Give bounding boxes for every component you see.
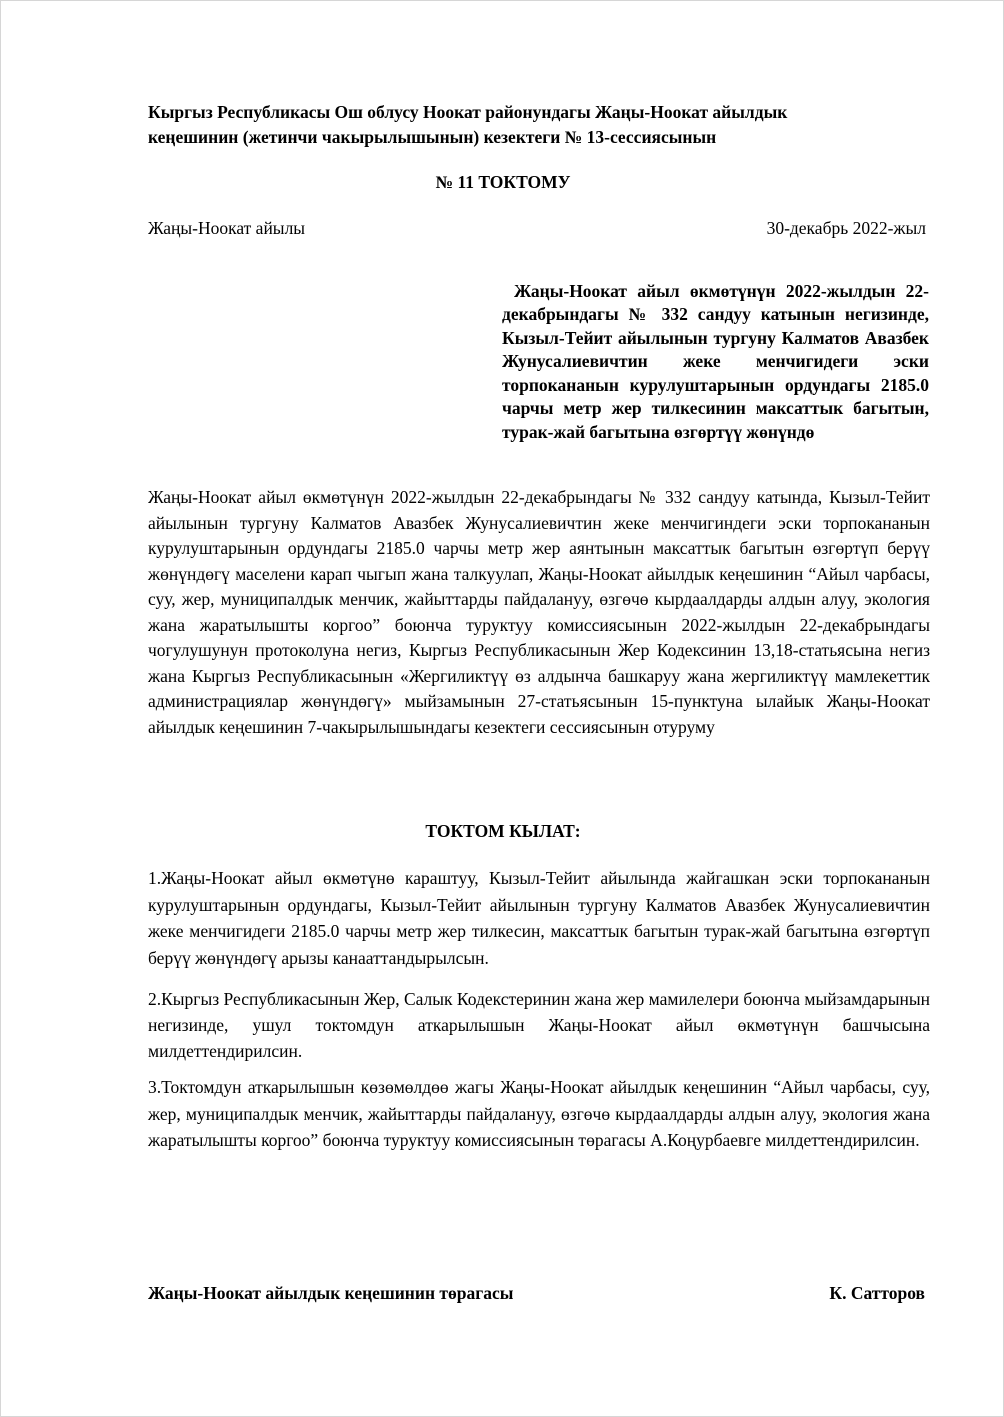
header-line-2: кеңешинин (жетинчи чакырылышынын) кезектеги № 13-сессиясынын [148, 127, 717, 147]
document-date: 30-декабрь 2022-жыл [766, 218, 926, 238]
point-2: 2.Кыргыз Республикасынын Жер, Салык Кодекстеринин жана жер мамилелери боюнча мыйзамдарынын негизинде, ушул токтомдун аткарылышын Жаңы-Ноокат айыл өкмөтүнүн башчысына милдеттендирилсин. [148, 989, 930, 1061]
signatory-title: Жаңы-Ноокат айылдык кеңешинин төрагасы [148, 1283, 514, 1303]
decision-subject [502, 280, 929, 445]
signatory-name: К. Сатторов [829, 1283, 925, 1303]
decision-number: № 11 ТОКТОМУ [435, 172, 571, 192]
place-name: Жаңы-Ноокат айылы [148, 218, 306, 238]
resolve-heading: ТОКТОМ КЫЛАТ: [425, 821, 581, 841]
point-3: 3.Токтомдун аткарылышын көзөмөлдөө жагы Жаңы-Ноокат айылдык кеңешинин “Айыл чарбасы, суу, жер, муниципалдык менчик, жайыттарды пайдалануу, өзгөчө кырдаалдарды алдын алуу, экология жана жаратылышты коргоо” боюнча туруктуу комиссиясынын төрагасы А.Коңурбаевге милдеттендирилсин. [148, 1077, 930, 1150]
header-line-1: Кыргыз Республикасы Ош облусу Ноокат районундагы Жаңы-Ноокат айылдык [148, 102, 788, 122]
decision-subject-text: Жаңы-Ноокат айыл өкмөтүнүн 2022-жылдын 22-декабрындагы № 332 сандуу катынын негизинде, Кызыл-Тейит айылынын тургуну Калматов Авазбек Жунусалиевичтин жеке менчигидеги эски торпокананын курулуштарынын ордундагы 2185.0 чарчы метр жер тилкесинин максаттык багытын, турак-жай багытына өзгөртүү жөнүндө [502, 280, 929, 442]
preamble-paragraph: Жаңы-Ноокат айыл өкмөтүнүн 2022-жылдын 22-декабрындагы № 332 сандуу катында, Кызыл-Тейит айылынын тургуну Калматов Авазбек Жунусалиевичтин жеке менчигиндеги эски торпокананын курулуштарынын ордундагы 2185.0 чарчы метр жер аянтынын максаттык багытын өзгөртүп берүү жөнүндөгү маселени карап чыгып жана талкуулап, Жаңы-Ноокат айылдык кеңешинин “Айыл чарбасы, суу, жер, муниципалдык менчик, жайыттарды пайдалануу, өзгөчө кырдаалдарды алдын алуу, экология жана жаратылышты коргоо” боюнча туруктуу комиссиясынын 2022-жылдын 22-декабрындагы чогулушунун протоколуна негиз, Кыргыз Республикасынын Жер Кодексинин 13,18-статьясына негиз жана Кыргыз Республикасынын «Жергиликтүү өз алдынча башкаруу жана жергиликтүү мамлекеттик администрациялар жөнүндөгү» мыйзамынын 27-статьясынын 15-пунктуна ылайык Жаңы-Ноокат айылдык кеңешинин 7-чакырылышындагы кезектеги сессиясынын отуруму [148, 487, 930, 737]
point-1: 1.Жаңы-Ноокат айыл өкмөтүнө караштуу, Кызыл-Тейит айылында жайгашкан эски торпокананын курулуштарынын ордундагы, Кызыл-Тейит айылынын тургуну Калматов Авазбек Жунусалиевичтин жеке менчигидеги 2185.0 чарчы метр жер тилкесин, максаттык багытын турак-жай багытына өзгөртүп берүү жөнүндөгү арызы канааттандырылсын. [148, 868, 930, 968]
document-header [148, 100, 930, 150]
